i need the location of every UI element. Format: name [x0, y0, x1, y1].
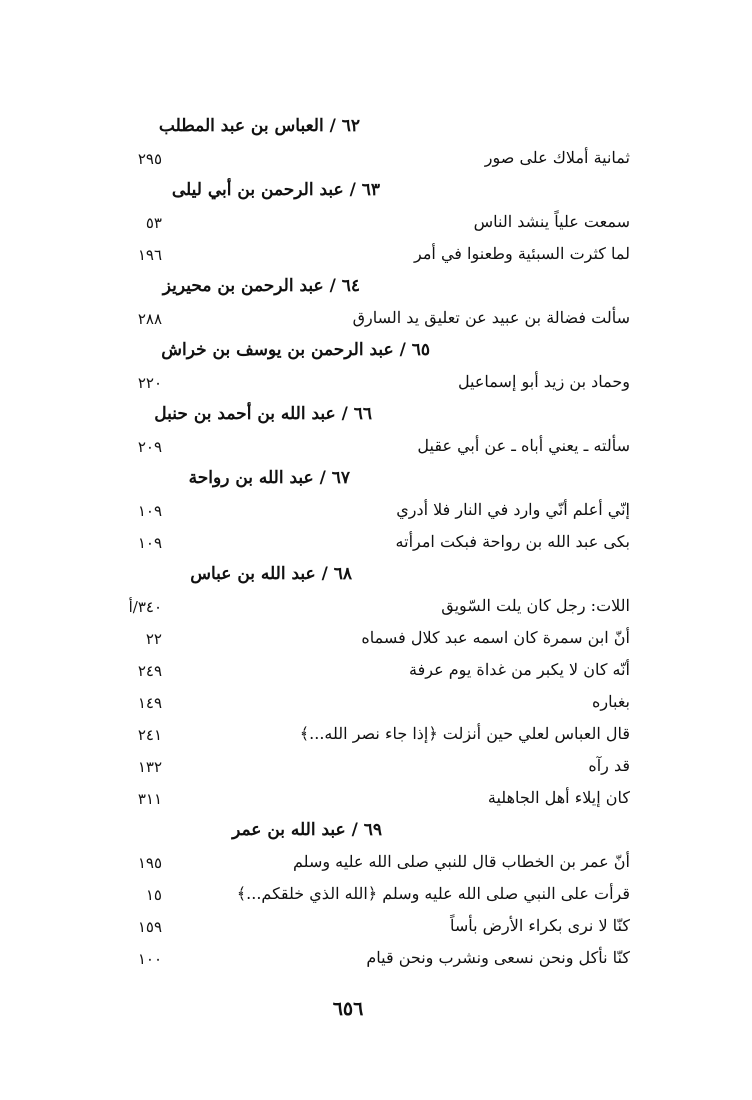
section-heading-text: ٦٣ / عبد الرحمن بن أبي ليلى — [171, 180, 380, 200]
section-heading — [100, 560, 630, 592]
index-entry — [100, 688, 630, 720]
section-heading-text: ٦٩ / عبد الله بن عمر — [232, 820, 382, 840]
entry-text: وحماد بن زيد أبو إسماعيل — [457, 372, 630, 391]
entry-page-number: ٣١١ — [137, 790, 162, 808]
index-entry — [100, 208, 630, 240]
entry-text: أنّه كان لا يكبر من غداة يوم عرفة — [409, 660, 630, 679]
entry-page-number: ١٥٩ — [137, 918, 162, 936]
entry-page-number: ٢٢ — [145, 630, 162, 648]
entry-text: أنّ عمر بن الخطاب قال للنبي صلى الله عليه وسلم — [293, 852, 630, 871]
index-entry — [100, 624, 630, 656]
index-entry — [100, 368, 630, 400]
entry-page-number: ١٩٥ — [137, 854, 162, 872]
entry-text: اللات: رجل كان يلت السّويق — [441, 596, 630, 615]
index-entry — [100, 880, 630, 912]
entry-text: إنّي أعلم أنّي وارد في النار فلا أدري — [396, 500, 630, 519]
entry-page-number: ٢٨٨ — [137, 310, 162, 328]
entry-page-number: ٢٤٩ — [137, 662, 162, 680]
entry-text: سألت فضالة بن عبيد عن تعليق يد السارق — [352, 308, 630, 327]
index-entry — [100, 848, 630, 880]
entry-text: كنّا نأكل ونحن نسعى ونشرب ونحن قيام — [366, 948, 630, 967]
entry-page-number: ٢٢٠ — [137, 374, 162, 392]
entry-page-number: ١٣٢ — [137, 758, 162, 776]
entry-page-number: ٢٩٥ — [137, 150, 162, 168]
section-heading — [100, 112, 630, 144]
entry-text: قد رآه — [588, 756, 630, 775]
entry-text: ثمانية أملاك على صور — [484, 148, 630, 167]
entry-page-number: ١٠٩ — [137, 534, 162, 552]
entry-page-number: ١٠٩ — [137, 502, 162, 520]
entry-text: بغباره — [592, 692, 630, 711]
entry-text: قال العباس لعلي حين أنزلت ﴿إذا جاء نصر الله...﴾ — [299, 724, 630, 743]
entry-text: قرأت على النبي صلى الله عليه وسلم ﴿الله الذي خلقكم...﴾ — [236, 884, 630, 903]
section-heading — [100, 336, 630, 368]
section-heading-text: ٦٤ / عبد الرحمن بن محيريز — [162, 276, 360, 296]
index-entry — [100, 144, 630, 176]
entry-page-number: ١٩٦ — [137, 246, 162, 264]
entry-text: لما كثرت السبئية وطعنوا في أمر — [414, 244, 630, 263]
index-entry — [100, 528, 630, 560]
page-number: ٦٥٦ — [332, 998, 364, 1020]
section-heading-text: ٦٨ / عبد الله بن عباس — [190, 564, 352, 584]
page-footer — [0, 998, 752, 1020]
entry-page-number: ٢٠٩ — [137, 438, 162, 456]
index-list — [100, 112, 630, 976]
section-heading — [100, 272, 630, 304]
section-heading — [100, 400, 630, 432]
entry-text: أنّ ابن سمرة كان اسمه عبد كلال فسماه — [361, 628, 630, 647]
section-heading-text: ٦٥ / عبد الرحمن بن يوسف بن خراش — [161, 340, 430, 360]
index-entry — [100, 592, 630, 624]
index-entry — [100, 496, 630, 528]
section-heading-text: ٦٢ / العباس بن عبد المطلب — [158, 116, 360, 136]
entry-page-number: ٣٤٠/أ — [128, 598, 162, 616]
entry-page-number: ١٤٩ — [137, 694, 162, 712]
index-entry — [100, 752, 630, 784]
index-entry — [100, 912, 630, 944]
entry-text: كنّا لا نرى بكراء الأرض بأساً — [449, 916, 630, 935]
index-entry — [100, 944, 630, 976]
section-heading — [100, 176, 630, 208]
entry-text: بكى عبد الله بن رواحة فبكت امرأته — [395, 532, 630, 551]
section-heading-text: ٦٧ / عبد الله بن رواحة — [188, 468, 350, 488]
index-entry — [100, 304, 630, 336]
entry-text: سألته ـ يعني أباه ـ عن أبي عقيل — [417, 436, 630, 455]
entry-page-number: ١٥ — [145, 886, 162, 904]
index-entry — [100, 720, 630, 752]
entry-page-number: ٢٤١ — [137, 726, 162, 744]
entry-text: سمعت علياً ينشد الناس — [473, 212, 630, 231]
entry-text: كان إيلاء أهل الجاهلية — [487, 788, 630, 807]
index-entry — [100, 432, 630, 464]
index-entry — [100, 656, 630, 688]
index-entry — [100, 240, 630, 272]
section-heading — [100, 464, 630, 496]
index-entry — [100, 784, 630, 816]
entry-page-number: ١٠٠ — [137, 950, 162, 968]
section-heading — [100, 816, 630, 848]
section-heading-text: ٦٦ / عبد الله بن أحمد بن حنبل — [154, 404, 372, 424]
entry-page-number: ٥٣ — [145, 214, 162, 232]
